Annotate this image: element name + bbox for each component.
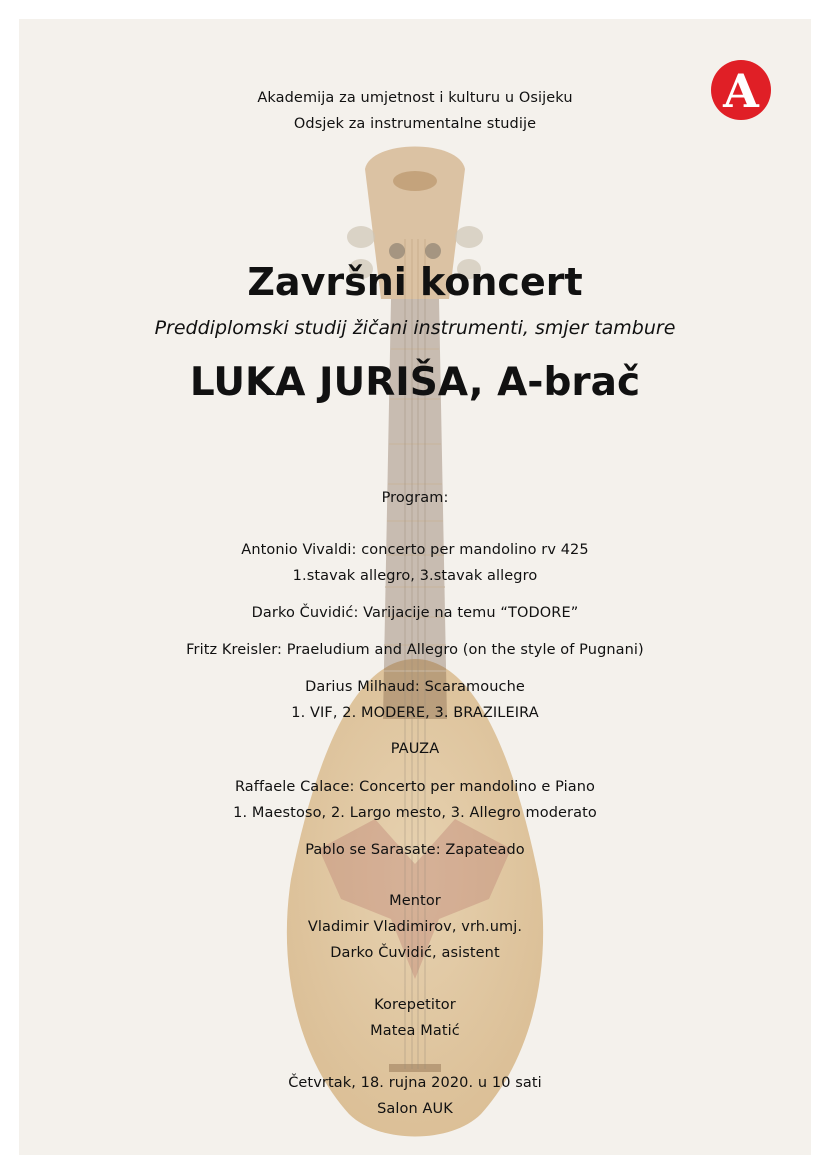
department-name: Odsjek za instrumentalne studije [293,116,537,132]
institution-name: Akademija za umjetnost i kulturu u Osijeku [257,90,573,106]
program-item-composer-work: Antonio Vivaldi: concerto per mandolino rv 425 [241,542,589,558]
concert-title: Završni koncert [247,260,583,304]
program-item-composer-work: Darius Milhaud: Scaramouche [305,679,525,695]
program-item [19,674,811,726]
mentor-name: Vladimir Vladimirov, vrh.umj. [307,919,523,935]
mentor-section [19,888,811,966]
program-item [19,600,811,626]
program-item [19,637,811,663]
program-item-composer-work: Darko Čuvidić: Varijacije na temu “TODORE” [251,605,579,621]
study-program-subtitle: Preddiplomski studij žičani instrumenti, smjer tambure [154,317,676,339]
program-item [19,774,811,826]
program-heading: Program: [381,490,449,506]
program-item-movements: 1. Maestoso, 2. Largo mesto, 3. Allegro moderato [233,805,597,821]
korepetitor-section [19,992,811,1044]
event-venue: Salon AUK [377,1101,453,1117]
mentor-heading: Mentor [389,893,441,909]
institution-header [19,85,811,137]
program-item-composer-work: Raffaele Calace: Concerto per mandolino e Piano [234,779,596,795]
program-item [19,837,811,863]
program-item-composer-work: Pablo se Sarasate: Zapateado [305,842,525,858]
event-datetime: Četvrtak, 18. rujna 2020. u 10 sati [288,1075,542,1091]
intermission-label [19,736,811,762]
program-item-composer-work: Fritz Kreisler: Praeludium and Allegro (on the style of Pugnani) [186,642,644,658]
program-item-movements: 1. VIF, 2. MODERE, 3. BRAZILEIRA [291,705,539,721]
program-item-composer-work: PAUZA [390,741,440,757]
program-item-movements: 1.stavak allegro, 3.stavak allegro [292,568,538,584]
poster-page [19,19,811,1155]
logo-letter: A [723,64,759,118]
korepetitor-heading: Korepetitor [374,997,456,1013]
performer-name: LUKA JURIŠA, A-brač [189,360,641,405]
event-details [19,1070,811,1122]
mentor-name: Darko Čuvidić, asistent [330,945,500,961]
program-item [19,537,811,589]
korepetitor-name: Matea Matić [370,1023,460,1039]
